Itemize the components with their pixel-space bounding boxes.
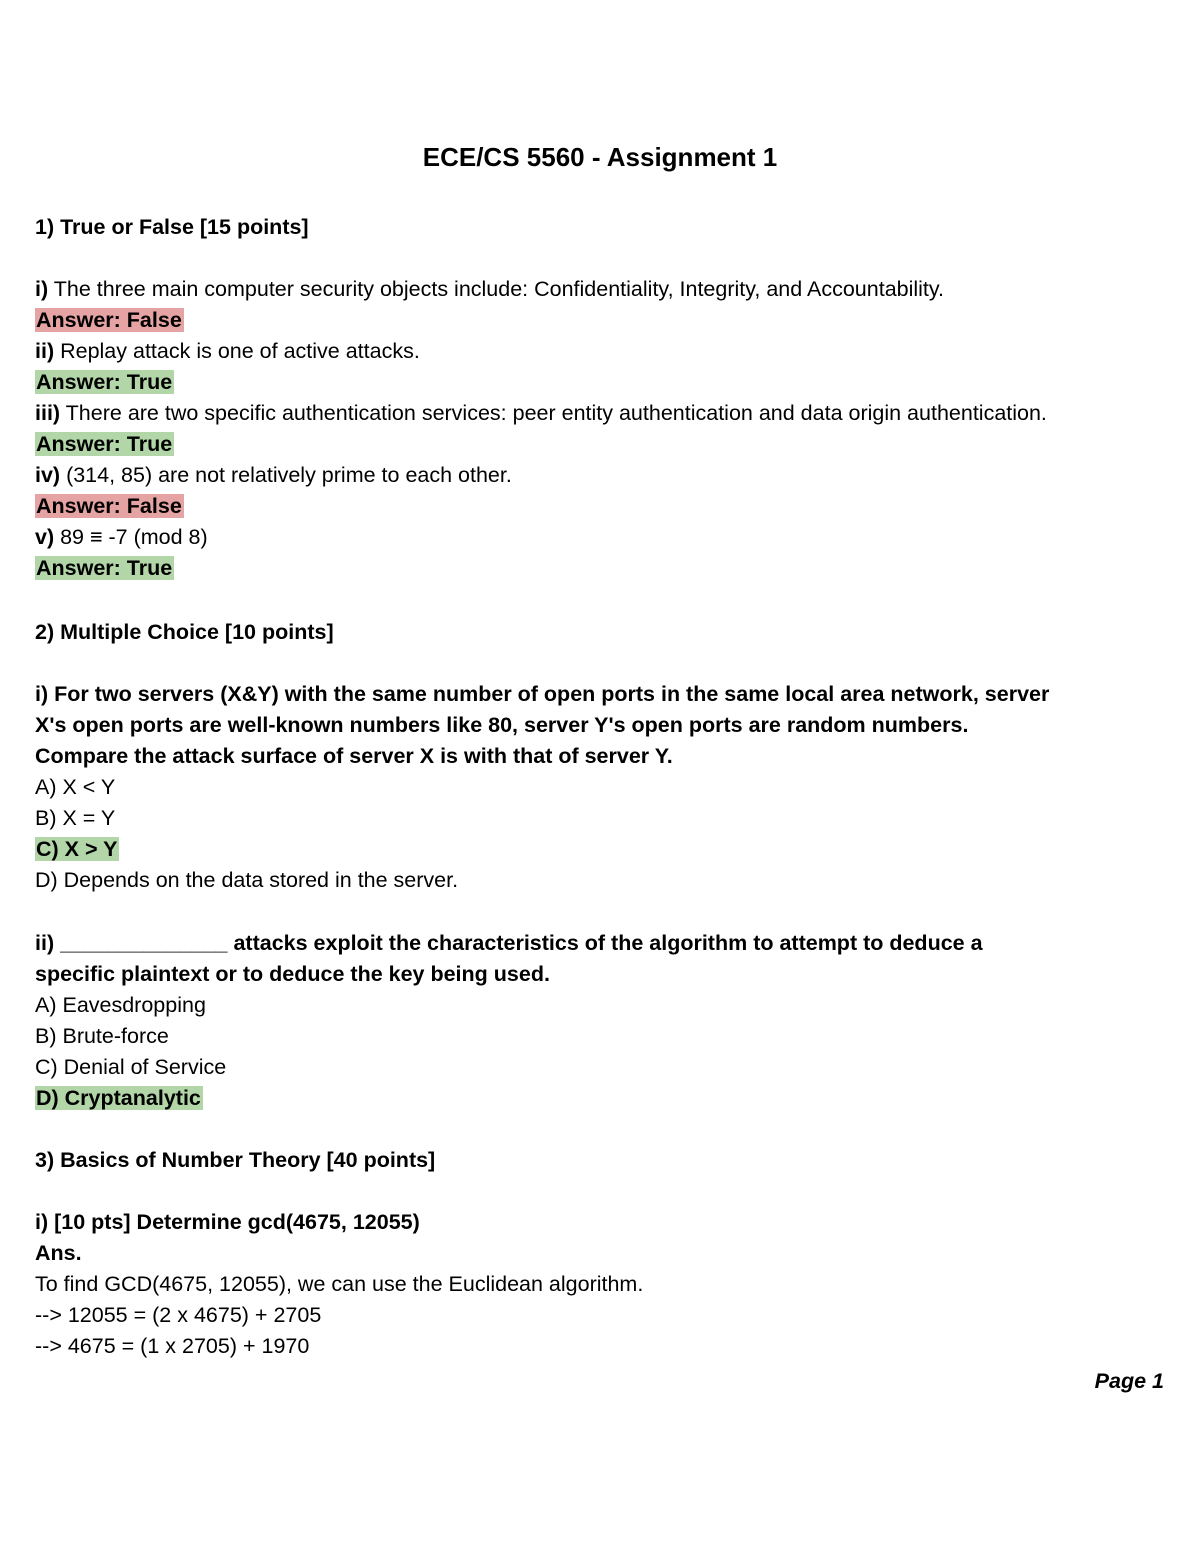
mc-question-1-line-3: Compare the attack surface of server X is with that of server Y. bbox=[35, 744, 673, 768]
mc-option: A) Eavesdropping bbox=[35, 993, 206, 1017]
question-text: (314, 85) are not relatively prime to each other. bbox=[60, 463, 512, 487]
nt-question-1-heading: i) [10 pts] Determine gcd(4675, 12055) bbox=[35, 1210, 420, 1234]
answer-label: Ans. bbox=[35, 1241, 82, 1265]
answer-true-badge: Answer: True bbox=[36, 556, 173, 580]
correct-option-highlight: D) Cryptanalytic bbox=[36, 1086, 201, 1110]
tf-answer-3 bbox=[35, 429, 174, 460]
tf-answer-2 bbox=[35, 367, 174, 398]
question-number: v) bbox=[35, 525, 55, 549]
mc-option: B) Brute-force bbox=[35, 1024, 169, 1048]
answer-true-badge: Answer: True bbox=[36, 432, 173, 456]
mc-question-2-line-1: ii) ______________ attacks exploit the characteristics of the algorithm to attempt to deduce a bbox=[35, 931, 983, 955]
tf-question-3 bbox=[35, 398, 1047, 429]
answer-false-badge: Answer: False bbox=[36, 494, 182, 518]
mc-option: C) Denial of Service bbox=[35, 1055, 227, 1079]
mc-question-1-line-2: X's open ports are well-known numbers like 80, server Y's open ports are random numbers. bbox=[35, 713, 969, 737]
mc-question-2-line-2: specific plaintext or to deduce the key being used. bbox=[35, 962, 550, 986]
mc-option-correct bbox=[35, 834, 119, 865]
document-title: ECE/CS 5560 - Assignment 1 bbox=[422, 142, 778, 172]
tf-answer-4 bbox=[35, 491, 184, 522]
section-3-heading: 3) Basics of Number Theory [40 points] bbox=[35, 1148, 436, 1172]
correct-option-highlight: C) X > Y bbox=[36, 837, 118, 861]
tf-question-1 bbox=[35, 274, 944, 305]
question-number: ii) bbox=[35, 339, 55, 363]
section-1-heading: 1) True or False [15 points] bbox=[35, 215, 309, 239]
tf-answer-1 bbox=[35, 305, 184, 336]
question-text: The three main computer security objects include: Confidentiality, Integrity, and Accountability. bbox=[48, 277, 945, 301]
answer-false-badge: Answer: False bbox=[36, 308, 182, 332]
mc-option: B) X = Y bbox=[35, 806, 116, 830]
question-number: i) bbox=[35, 277, 49, 301]
mc-question-1-line-1: i) For two servers (X&Y) with the same number of open ports in the same local area network, server bbox=[35, 682, 1050, 706]
answer-line: --> 12055 = (2 x 4675) + 2705 bbox=[35, 1303, 322, 1327]
tf-question-5 bbox=[35, 522, 208, 553]
tf-question-2 bbox=[35, 336, 420, 367]
question-text: There are two specific authentication services: peer entity authentication and data origin authentication. bbox=[60, 401, 1047, 425]
tf-answer-5 bbox=[35, 553, 174, 584]
answer-line: --> 4675 = (1 x 2705) + 1970 bbox=[35, 1334, 310, 1358]
section-2-heading: 2) Multiple Choice [10 points] bbox=[35, 620, 334, 644]
mc-option-correct bbox=[35, 1083, 203, 1114]
answer-line: To find GCD(4675, 12055), we can use the Euclidean algorithm. bbox=[35, 1272, 644, 1296]
mc-option: D) Depends on the data stored in the server. bbox=[35, 868, 459, 892]
question-text: 89 ≡ -7 (mod 8) bbox=[54, 525, 208, 549]
page-number: Page 1 bbox=[1094, 1369, 1164, 1393]
mc-option: A) X < Y bbox=[35, 775, 116, 799]
question-number: iv) bbox=[35, 463, 61, 487]
answer-true-badge: Answer: True bbox=[36, 370, 173, 394]
tf-question-4 bbox=[35, 460, 512, 491]
question-text: Replay attack is one of active attacks. bbox=[54, 339, 420, 363]
question-number: iii) bbox=[35, 401, 61, 425]
